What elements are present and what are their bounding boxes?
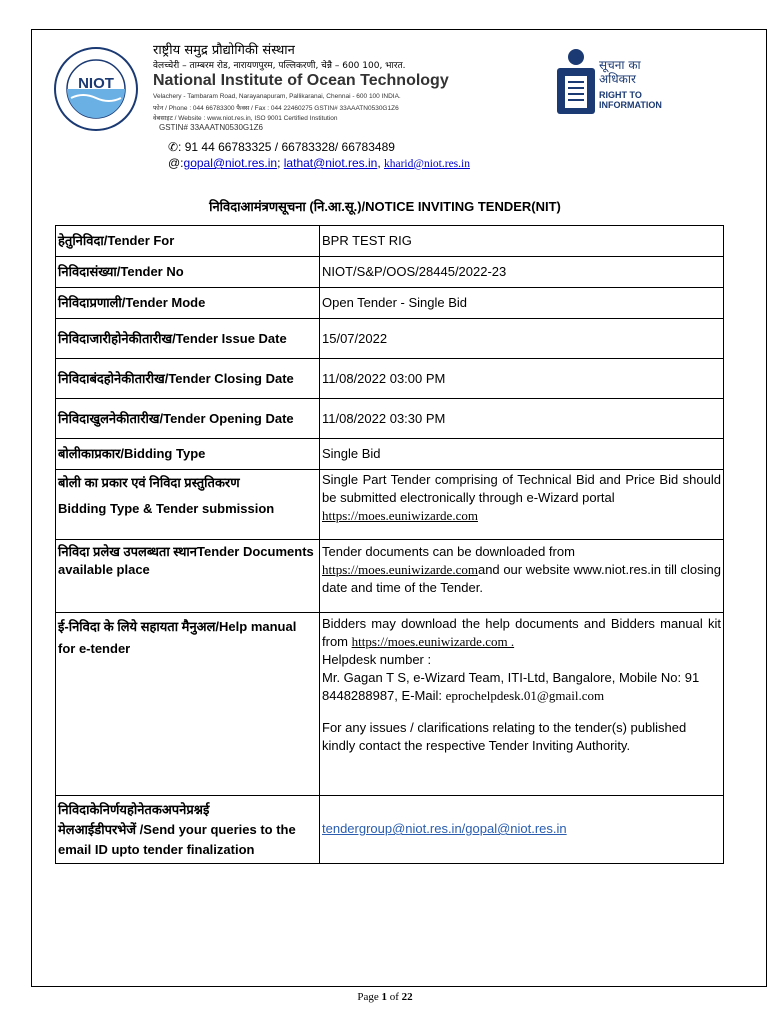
email-link-lathat[interactable]: lathat@niot.res.in [283,156,378,170]
euniwizarde-link[interactable]: https://moes.euniwizarde.com [322,508,478,523]
table-row [56,796,724,864]
institute-website-line: वेबसाइट / Website : www.niot.res.in, ISO 9001 Certified Institution [153,115,338,122]
closing-date-label: निविदाबंदहोनेकीतारीख/Tender Closing Date [56,359,320,399]
rti-label-hindi: सूचना का अधिकार [599,58,641,86]
institute-name-hindi: राष्ट्रीय समुद्र प्रौद्योगिकी संस्थान [153,43,295,58]
gstin: GSTIN# 33AAATN0530G1Z6 [159,123,263,132]
tender-for-value: BPR TEST RIG [320,226,724,257]
tender-no-value: NIOT/S&P/OOS/28445/2022-23 [320,257,724,288]
issue-date-value: 15/07/2022 [320,319,724,359]
help-manual-link[interactable]: https://moes.euniwizarde.com . [351,634,515,649]
contact-block [168,139,470,172]
page-number: 1 [381,991,387,1003]
email-line: @:gopal@niot.res.in; lathat@niot.res.in, kharid@niot.res.in [168,156,470,170]
rti-label-english: RIGHT TO INFORMATION [599,90,662,110]
page-total: 22 [401,991,413,1003]
table-row [56,288,724,319]
niot-logo [53,46,139,132]
page-footer: Page 1 of 22 [357,991,413,1003]
institute-address: Velachery - Tambaram Road, Narayanapuram, Pallikaranai, Chennai - 600 100 INDIA. [153,93,401,100]
table-row [56,319,724,359]
table-row [56,226,724,257]
rti-person-icon [555,48,597,116]
bid-submission-value: Single Part Tender comprising of Technical Bid and Price Bid should be submitted electronically through e-Wizard portal https://moes.euniwizarde.com [320,470,724,540]
opening-date-label: निविदाखुलनेकीतारीख/Tender Opening Date [56,399,320,439]
tender-mode-value: Open Tender - Single Bid [320,288,724,319]
table-row [56,613,724,796]
table-row [56,399,724,439]
letterhead [47,38,747,138]
issue-date-label: निविदाजारीहोनेकीतारीख/Tender Issue Date [56,319,320,359]
institute-name: National Institute of Ocean Technology [153,72,449,89]
tender-for-label: हेतुनिविदा/Tender For [56,226,320,257]
tender-details-table [55,225,724,864]
table-row [56,439,724,470]
email-link-gopal[interactable]: gopal@niot.res.in [183,156,278,170]
table-row [56,257,724,288]
help-manual-value: Bidders may download the help documents and Bidders manual kit from https://moes.euniwizarde.com . Helpdesk number : Mr. Gagan T S, e-Wizard Team, ITI-Ltd, Bangalore, Mobile No: 91 8448288987, E-Mail: eprochelpdesk.01@gmail.com For any issues / clarifications relating to the tender(s) published kindly contact the respective Tender Inviting Authority. [320,613,724,796]
opening-date-value: 11/08/2022 03:30 PM [320,399,724,439]
table-row [56,540,724,613]
bidding-type-label: बोलीकाप्रकार/Bidding Type [56,439,320,470]
table-row [56,470,724,540]
phone-numbers: ✆: 91 44 66783325 / 66783328/ 66783489 [168,140,395,154]
queries-value [320,796,724,864]
tender-group-email-link[interactable]: tendergroup@niot.res.in/gopal@niot.res.in [322,821,567,836]
institute-phone-line: फोन / Phone : 044 66783300 फैक्स / Fax : 044 22460275 GSTIN# 33AAATN0530G1Z6 [153,105,399,112]
logo-text: NIOT [78,75,114,92]
queries-label: निविदाकेनिर्णयहोनेतकअपनेप्रश्नई मेलआईडीपरभेजें /Send your queries to the email ID upto tender finalization [56,796,320,864]
help-manual-label: ई-निविदा के लिये सहायता मैनुअल/Help manual for e-tender [56,613,320,796]
bidding-type-value: Single Bid [320,439,724,470]
table-row [56,359,724,399]
documents-link[interactable]: https://moes.euniwizarde.com [322,562,478,577]
nit-title: निविदाआमंत्रणसूचना (नि.आ.सू.)/NOTICE INVITING TENDER(NIT) [209,199,561,214]
helpdesk-email[interactable]: eprochelpdesk.01@gmail.com [445,688,605,703]
institute-address-hindi: वेलच्चेरी – ताम्बरम रोड, नारायणपुरम, पल्लिकरणी, चेन्नै – 600 100, भारत. [153,61,406,71]
documents-label: निविदा प्रलेख उपलब्धता स्थानTender Documents available place [56,540,320,613]
bid-submission-label: बोली का प्रकार एवं निविदा प्रस्तुतिकरण Bidding Type & Tender submission [56,470,320,540]
email-link-kharid[interactable]: kharid@niot.res.in [384,158,470,170]
tender-no-label: निविदासंख्या/Tender No [56,257,320,288]
closing-date-value: 11/08/2022 03:00 PM [320,359,724,399]
tender-mode-label: निविदाप्रणाली/Tender Mode [56,288,320,319]
documents-value: Tender documents can be downloaded from https://moes.euniwizarde.comand our website www.niot.res.in till closing date and time of the Tender. [320,540,724,613]
